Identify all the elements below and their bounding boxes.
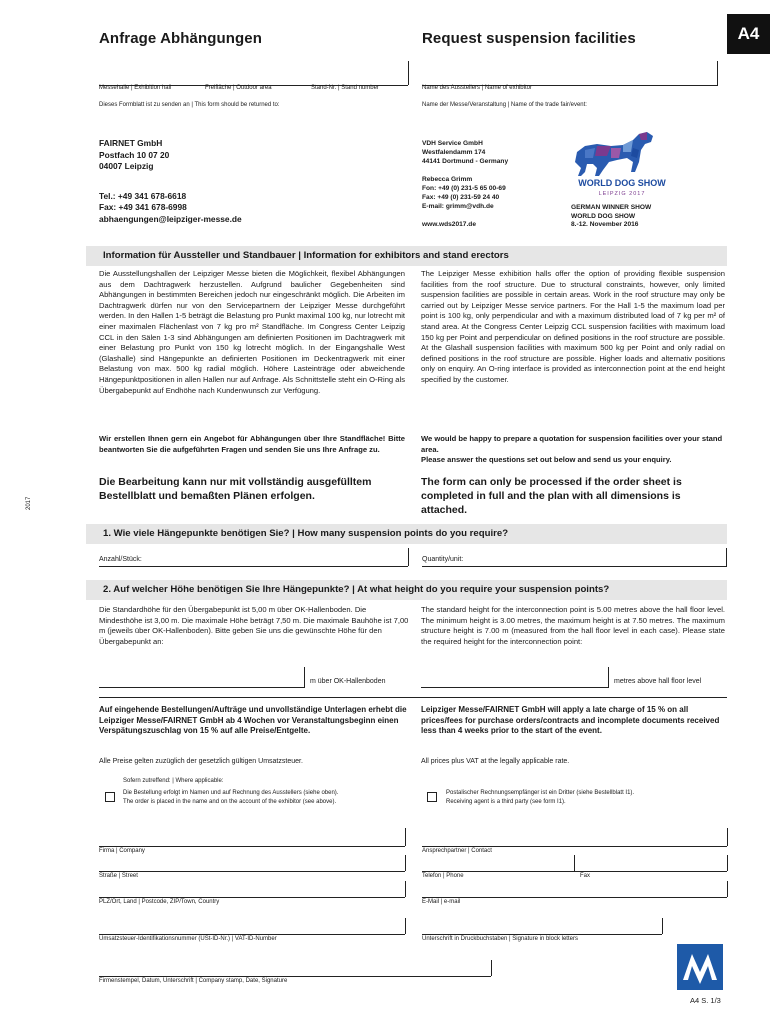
question-2-bar: 2. Auf welcher Höhe benötigen Sie Ihre Hängepunkte? | At what height do you require your suspension points? — [86, 580, 727, 600]
field-divider — [491, 960, 492, 976]
field-divider — [405, 918, 406, 934]
field-divider — [726, 548, 727, 566]
height-unit-de: m über OK-Hallenboden — [310, 678, 386, 685]
checkbox-exhibitor-account[interactable] — [105, 792, 115, 802]
field-divider — [717, 61, 718, 85]
contact-label: Ansprechpartner | Contact — [422, 848, 492, 854]
block-letters-label: Unterschrift in Druckbuchstaben | Signature in block letters — [422, 936, 578, 942]
field-divider — [405, 881, 406, 897]
stamp-signature-label: Firmenstempel, Datum, Unterschrift | Company stamp, Date, Signature — [99, 978, 288, 984]
company-label: Firma | Company — [99, 848, 145, 854]
fax-label: Fax — [580, 873, 591, 879]
wds-event-info: GERMAN WINNER SHOW WORLD DOG SHOW 8.-12. November 2016 — [571, 204, 652, 228]
field-divider — [408, 61, 409, 85]
height-input-en[interactable] — [421, 687, 608, 688]
field-divider — [727, 881, 728, 897]
field-divider — [405, 855, 406, 871]
leipziger-messe-logo — [677, 944, 723, 990]
stamp-signature-input[interactable] — [99, 976, 491, 977]
contact-input[interactable] — [422, 846, 727, 847]
email-input[interactable] — [422, 897, 727, 898]
field-divider — [405, 828, 406, 846]
vat-id-label: Umsatzsteuer-Identifikationsnummer (USt-ID-Nr.) | VAT-ID-Number — [99, 936, 277, 942]
checkbox-third-party[interactable] — [427, 792, 437, 802]
option-third-party: Postalischer Rechnungsempfänger ist ein Dritter (siehe Bestellblatt I1). Receiving agent is a third party (see form I1). — [446, 790, 635, 805]
title-de: Anfrage Abhängungen — [99, 30, 263, 47]
section-divider — [99, 697, 727, 698]
phone-label: Telefon | Phone — [422, 873, 464, 879]
city-label: PLZ/Ort, Land | Postcode, ZIP/Town, Country — [99, 899, 220, 905]
field-divider — [608, 667, 609, 688]
stand-field-label[interactable]: Stand-Nr. | Stand number — [311, 85, 379, 91]
height-input-de[interactable] — [99, 687, 304, 688]
vat-note-de: Alle Preise gelten zuzüglich der gesetzlich gültigen Umsatzsteuer. — [99, 758, 303, 765]
info-text-en: The Leipziger Messe exhibition halls offer the option of providing flexible suspension facilities from the roof structure. Due to structural constraints, however, only limited suspension facilities are possible in certain areas. Work in the roof structure may only be carried out by Leipziger Messe service partners. For the Hall 1-5 the maximum load per point is 100 kg, only perpendicular and with a maximum distributed load of 7 kg per m² of stand area. At the Congress Center Leipzig CCL suspension facilities with maximum load 150 kg per Point and perpendicular on defined positions in the roof structure are possible. At the Glashall suspension facilities with maximum 500 kg per Point and only radial on defined positions in the roof structure are possible. Higher loads and alternativ positions only on enquiry. An O-ring interface is provided as interconnection point at the end height specified by the customer. — [421, 269, 725, 384]
side-year: 2017 — [26, 496, 32, 510]
height-text-de: Die Standardhöhe für den Übergabepunkt ist 5,00 m über OK-Hallenboden. Die Mindesthöhe ist 3,00 m. Die maximale Höhe beträgt 7,50 m. Die maximale Bauhöhe ist 7,00 m (jeweils über OK-Hallenboden). Bitte geben Sie uns die gewünschte Höhe für den Übergabepunkt an: — [99, 605, 409, 646]
street-label: Straße | Street — [99, 873, 138, 879]
city-input[interactable] — [99, 897, 405, 898]
processing-note-en: The form can only be processed if the order sheet is completed in full and the plan with all dimensions is attached. — [421, 476, 682, 516]
field-divider — [727, 828, 728, 846]
return-to-label: Dieses Formblatt ist zu senden an | This form should be returned to: — [99, 102, 280, 108]
quantity-input-line[interactable] — [99, 566, 408, 567]
fair-name-label[interactable]: Name der Messe/Veranstaltung | Name of the trade fair/event: — [422, 102, 587, 108]
quantity-label-de: Anzahl/Stück: — [99, 556, 142, 563]
field-divider — [662, 918, 663, 934]
option-exhibitor-account: Die Bestellung erfolgt im Namen und auf Rechnung des Ausstellers (siehe oben). The order is placed in the name and on the account of the exhibitor (see above). — [123, 790, 339, 805]
late-charge-en: Leipziger Messe/FAIRNET GmbH will apply a late charge of 15 % on all prices/fees for purchase orders/contracts and incomplete documents received less than 4 weeks prior to the start of the event. — [421, 705, 720, 736]
hall-field-label[interactable]: Messehalle | Exhibition hall — [99, 85, 172, 91]
street-input[interactable] — [99, 871, 405, 872]
exhibitor-field-label[interactable]: Name des Ausstellers | Name of exhibitor — [422, 85, 532, 91]
form-badge: A4 — [727, 14, 770, 54]
quote-offer-en: We would be happy to prepare a quotation for suspension facilities over your stand area. Please answer the questions set out below and send us your enquiry. — [421, 434, 723, 465]
svg-text:WORLD DOG SHOW: WORLD DOG SHOW — [578, 178, 666, 188]
fairnet-address: FAIRNET GmbH Postfach 10 07 20 04007 Leipzig Tel.: +49 341 678-6618 Fax: +49 341 678-6998 abhaengungen@leipziger-messe.de — [99, 138, 242, 224]
vdh-address: VDH Service GmbH Westfalendamm 174 44141 Dortmund - Germany Rebecca Grimm Fon: +49 (0) 231-5 65 00-69 Fax: +49 (0) 231-59 24 40 E-mail: grimm@vdh.de www.wds2017.de — [422, 140, 509, 228]
height-unit-en: metres above hall floor level — [614, 678, 702, 685]
title-en: Request suspension facilities — [422, 30, 636, 47]
block-letters-input[interactable] — [422, 934, 662, 935]
page-number: A4 S. 1/3 — [690, 996, 721, 1005]
svg-text:LEIPZIG 2017: LEIPZIG 2017 — [598, 191, 646, 197]
world-dog-show-logo — [567, 128, 677, 198]
dog-logo-icon — [567, 128, 677, 198]
double-m-icon — [677, 944, 723, 990]
info-text-de: Die Ausstellungshallen der Leipziger Messe bieten die Möglichkeit, flexibel Abhängungen aus dem Dachtragwerk herzustellen. Aufgrund baulicher Gegebenheiten sind Abhängungen in bestimmten Bereichen jedoch nur eingeschränkt möglich. Die Arbeiten im Dachtragwerk dürfen nur von den Servicepartnern der Leipziger Messe durchgeführt werden. In den Hallen 1-5 beträgt die Belastung pro Punkt maximal 100 kg, nur lotrecht mit einer maximalen Flächenlast von 7 kg pro m² Standfläche. Im Congress Center Leipzig CCL in den Sälen 1-3 sind Abhängungen am definierten Positionen im Dachtragwerk mit einer Belastung pro Punkt von 150 kg lotrecht möglich. In der Eingangshalle West (Glashalle) sind Hängepunkte an definierten Positionen im Deckentragwerk mit einer Belastung von max. 500 kg radial möglich. Höhere Lasteinträge oder abweichende Hängepunktpositionen in allen Hallen nur auf Anfrage. Als Schnittstelle steht ein O-Ring als Übergabepunkt auf Endhöhe nach Kundenwunsch zur Verfügung. — [99, 269, 405, 395]
field-divider — [304, 667, 305, 688]
vat-id-input[interactable] — [99, 934, 405, 935]
field-divider — [408, 548, 409, 566]
outdoor-field-label[interactable]: Freifläche | Outdoor area — [205, 85, 272, 91]
company-input[interactable] — [99, 846, 405, 847]
info-heading-bar: Information für Aussteller und Standbauer | Information for exhibitors and stand erectors — [86, 246, 727, 266]
where-applicable-title: Sofern zutreffend: | Where applicable: — [123, 778, 224, 784]
height-text-en: The standard height for the interconnection point is 5.00 metres above the hall floor level. The minimum height is 3.00 metres, the maximum height is at 7.50 metres. The maximum structure height is 7.00 m (measured from the hall floor level in each case). Please state the required height for the interconnection point: — [421, 605, 725, 646]
quantity-unit-input-line[interactable] — [422, 566, 727, 567]
late-charge-de: Auf eingehende Bestellungen/Aufträge und unvollständige Unterlagen erhebt die Leipziger Messe/FAIRNET GmbH ab 4 Wochen vor Veranstaltungsbeginn einen Verspätungszuschlag von 15 % auf alle Preise/Entgelte. — [99, 705, 407, 736]
phone-fax-input[interactable] — [422, 871, 727, 872]
question-1-bar: 1. Wie viele Hängepunkte benötigen Sie? | How many suspension points do you require? — [86, 524, 727, 544]
field-divider — [574, 855, 575, 871]
field-divider — [727, 855, 728, 871]
email-label: E-Mail | e-mail — [422, 899, 461, 905]
vat-note-en: All prices plus VAT at the legally applicable rate. — [421, 758, 570, 765]
quote-offer-de: Wir erstellen Ihnen gern ein Angebot für Abhängungen über Ihre Standfläche! Bitte beantworten Sie die aufgeführten Fragen und senden Sie uns Ihre Anfrage zu. — [99, 434, 405, 454]
processing-note-de: Die Bearbeitung kann nur mit vollständig ausgefülltem Bestellblatt und bemaßten Plänen erfolgen. — [99, 476, 372, 502]
quantity-label-en: Quantity/unit: — [422, 556, 464, 563]
